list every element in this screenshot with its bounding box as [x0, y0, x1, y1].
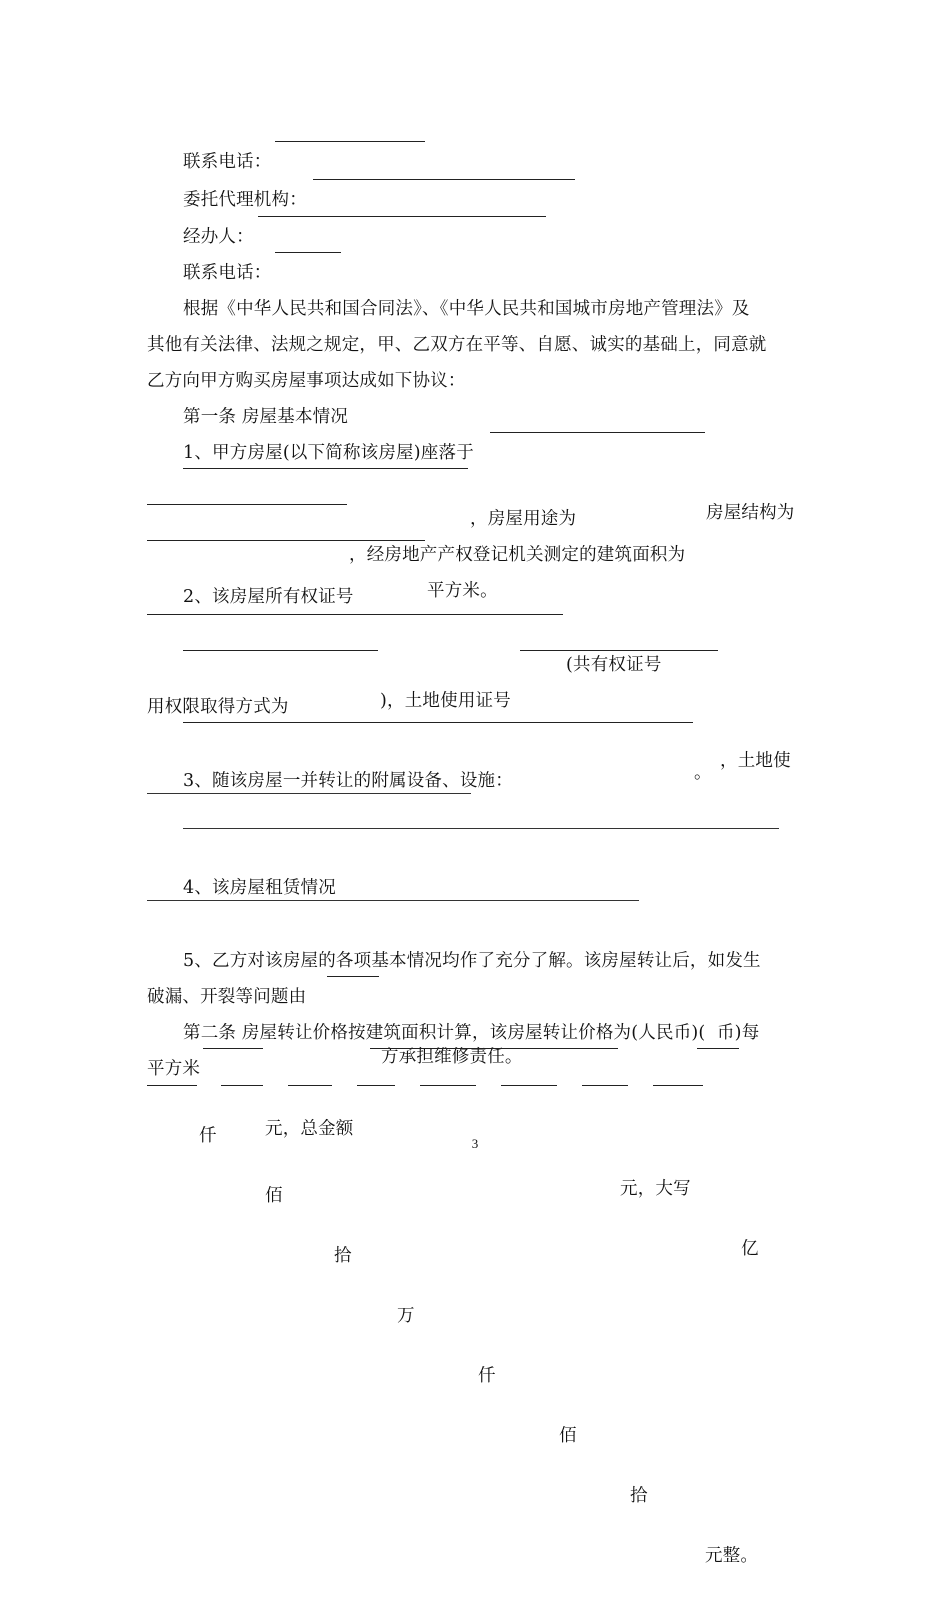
article-2-line [0, 988, 950, 1043]
contact-phone-blank [275, 123, 425, 142]
text-line: 元，总金额 [265, 1119, 354, 1139]
unit-price-blank [203, 1030, 263, 1049]
text-line: 房屋结构为 [706, 503, 795, 523]
text-line: 方承担维修责任。 [381, 1047, 523, 1067]
text-line: 根据《中华人民共和国合同法》、《中华人民共和国城市房地产管理法》及 [183, 299, 750, 319]
acquisition-method-blank [183, 704, 693, 723]
para-line [0, 590, 950, 675]
text-line: 第二条 房屋转让价格按建筑面积计算，该房屋转让价格为(人民币)( 币)每 [183, 1023, 760, 1043]
text-line: (共有权证号 [566, 655, 662, 675]
text-line: 平方米。 [427, 581, 498, 601]
contact-phone-line-1 [0, 117, 950, 172]
text-line: )，土地使用证号 [380, 691, 511, 711]
heading-text: 第一条 房屋基本情况 [183, 407, 349, 427]
lease-blank [147, 900, 639, 901]
text-line: 用权限取得方式为 [147, 697, 289, 717]
area-blank [147, 522, 425, 541]
text-line: 。 [694, 763, 712, 783]
text-line: 佰 [265, 1186, 283, 1206]
text-line: 破漏、开裂等问题由 [147, 987, 307, 1007]
text-line: 5、乙方对该房屋的各项基本情况均作了充分了解。该房屋转让后，如发生 [183, 951, 761, 971]
text-line: 3、随该房屋一并转让的附属设备、设施： [183, 771, 513, 791]
amount-blank [420, 1067, 476, 1086]
agency-blank [313, 161, 575, 180]
amount-blank [221, 1067, 263, 1086]
text-line: 拾 [630, 1486, 648, 1506]
amount-blank [357, 1067, 395, 1086]
handler-label: 经办人： [183, 227, 254, 247]
total-amount-blank [370, 1030, 618, 1049]
text-line: 拾 [334, 1246, 352, 1266]
text-line: 仟 [478, 1366, 496, 1386]
para-line [0, 336, 950, 391]
text-line: 其他有关法律、法规之规定，甲、乙双方在平等、自愿、诚实的基础上，同意就 [147, 335, 767, 355]
para-line [0, 916, 950, 971]
structure-blank [183, 450, 468, 469]
yi-blank [697, 1030, 739, 1049]
text-line: 平方米 [147, 1059, 201, 1079]
contact-phone-label: 联系电话： [183, 152, 272, 172]
contact-phone-line-2 [0, 228, 950, 283]
amount-blank [501, 1067, 557, 1086]
handler-blank [258, 198, 546, 217]
text-line: 1、甲方房屋(以下简称该房屋)座落于 [183, 443, 474, 463]
agency-label: 委托代理机构： [183, 190, 307, 210]
contact-phone-blank-2 [275, 234, 341, 253]
amount-blank [288, 1067, 332, 1086]
text-line: 2、该房屋所有权证号 [183, 587, 354, 607]
text-line: 仟 [199, 1126, 217, 1146]
repair-party-blank [327, 958, 379, 977]
land-cert-blank [520, 632, 718, 651]
co-ownership-blank [183, 632, 378, 651]
para-line [0, 843, 950, 898]
text-line: ，经房地产产权登记机关测定的建筑面积为 [349, 545, 686, 565]
facilities-blank-1 [147, 793, 471, 794]
text-line: 乙方向甲方购买房屋事项达成如下协议： [147, 371, 466, 391]
text-line: 万 [397, 1306, 415, 1326]
text-line: ，土地使 [720, 751, 791, 771]
amount-blank [582, 1067, 628, 1086]
ownership-cert-blank [147, 596, 563, 615]
text-line: 4、该房屋租赁情况 [183, 878, 336, 898]
amount-blank [653, 1067, 703, 1086]
usage-blank [147, 486, 347, 505]
amount-blank [147, 1067, 197, 1086]
contact-phone-label-2: 联系电话： [183, 263, 272, 283]
text-line: 亿 [741, 1239, 759, 1259]
text-line: 元，大写 [620, 1179, 691, 1199]
text-line: 元整。 [705, 1546, 759, 1566]
text-line: ，房屋用途为 [470, 509, 577, 529]
agency-line [0, 155, 950, 210]
page-number: 3 [471, 1136, 479, 1151]
text-line: 佰 [559, 1426, 577, 1446]
para-line [0, 300, 950, 355]
article-1-heading [0, 372, 950, 427]
para-line [0, 736, 950, 791]
location-blank [490, 414, 705, 433]
para-line [0, 264, 950, 319]
handler-line [0, 192, 950, 247]
facilities-blank-2 [183, 828, 779, 829]
